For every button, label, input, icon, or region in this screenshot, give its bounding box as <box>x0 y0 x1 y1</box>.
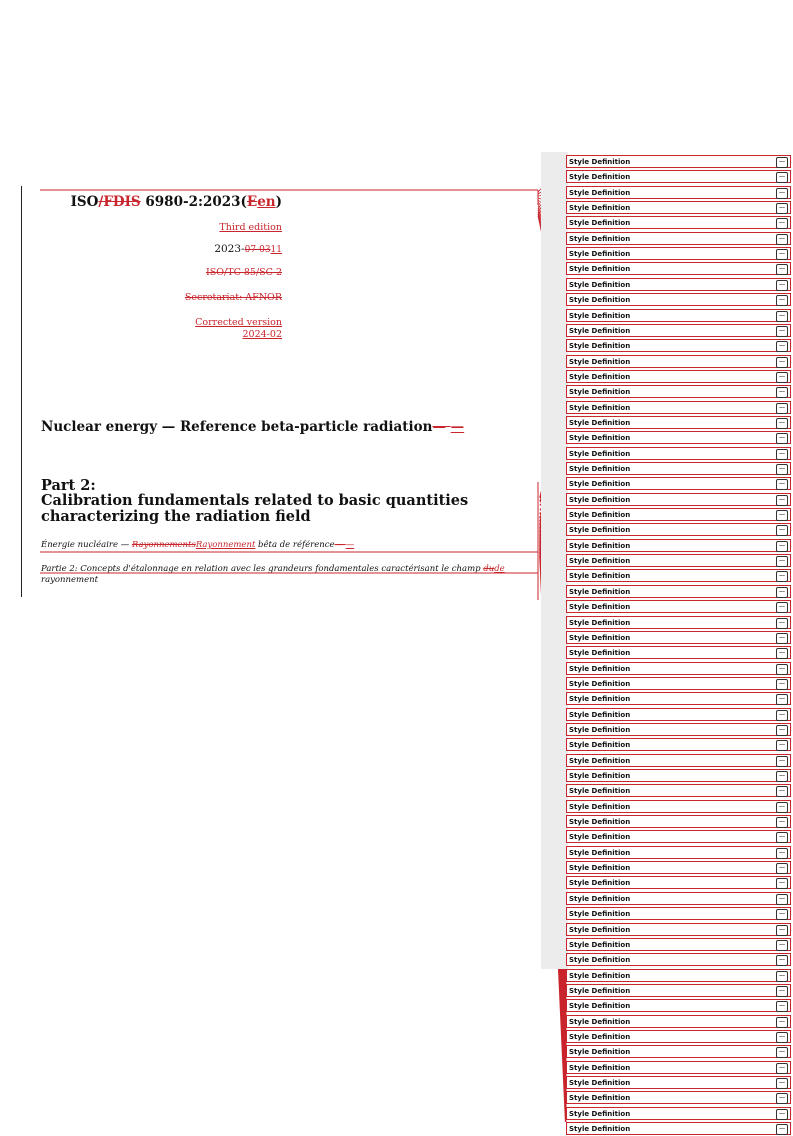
balloon-label: Style Definition <box>569 618 631 627</box>
style-definition-balloon[interactable] <box>566 262 791 275</box>
balloon-label: Style Definition <box>569 480 631 489</box>
markup-pane <box>541 152 793 1134</box>
balloon-expand-button[interactable]: ... <box>776 295 788 306</box>
balloon-label: Style Definition <box>569 833 631 842</box>
style-definition-balloon[interactable] <box>566 569 791 582</box>
balloon-expand-button[interactable]: ... <box>776 1078 788 1089</box>
balloon-expand-button[interactable]: ... <box>776 618 788 629</box>
style-definition-balloon[interactable] <box>566 815 791 828</box>
balloon-label: Style Definition <box>569 679 631 688</box>
balloon-expand-button[interactable]: ... <box>776 832 788 843</box>
part-fr-deleted: du <box>483 564 495 574</box>
balloon-expand-button[interactable]: ... <box>776 971 788 982</box>
balloon-expand-button[interactable]: ... <box>776 556 788 567</box>
style-definition-balloon[interactable] <box>566 431 791 444</box>
balloon-expand-button[interactable]: ... <box>776 571 788 582</box>
balloon-expand-button[interactable]: ... <box>776 1017 788 1028</box>
title-en-inserted-dash: — <box>450 419 465 435</box>
balloon-label: Style Definition <box>569 787 631 796</box>
balloon-label: Style Definition <box>569 342 631 351</box>
balloon-expand-button[interactable]: ... <box>776 372 788 383</box>
balloon-label: Style Definition <box>569 802 631 811</box>
style-definition-balloon[interactable] <box>566 493 791 506</box>
inserted-lang: en <box>257 194 276 210</box>
balloon-expand-button[interactable]: ... <box>776 648 788 659</box>
balloon-expand-button[interactable]: ... <box>776 1093 788 1104</box>
style-definition-balloon[interactable] <box>566 631 791 644</box>
balloon-expand-button[interactable]: ... <box>776 1063 788 1074</box>
balloon-expand-button[interactable]: ... <box>776 172 788 183</box>
balloon-label: Style Definition <box>569 848 631 857</box>
style-definition-balloon[interactable] <box>566 339 791 352</box>
balloon-expand-button[interactable]: ... <box>776 1001 788 1012</box>
balloon-expand-button[interactable]: ... <box>776 387 788 398</box>
balloon-expand-button[interactable]: ... <box>776 909 788 920</box>
markup-pane-background <box>541 152 568 969</box>
title-en-deleted-dash: — <box>432 419 451 435</box>
date-year: 2023- <box>214 243 245 255</box>
style-definition-balloon[interactable] <box>566 370 791 383</box>
balloon-expand-button[interactable]: ... <box>776 710 788 721</box>
balloon-label: Style Definition <box>569 1094 631 1103</box>
balloon-expand-button[interactable]: ... <box>776 725 788 736</box>
style-definition-balloon[interactable] <box>566 1091 791 1104</box>
style-definition-balloon[interactable] <box>566 1015 791 1028</box>
balloon-expand-button[interactable]: ... <box>776 234 788 245</box>
balloon-expand-button[interactable]: ... <box>776 188 788 199</box>
balloon-label: Style Definition <box>569 326 631 335</box>
corrected-version-line: Corrected version <box>195 317 282 328</box>
balloon-label: Style Definition <box>569 372 631 381</box>
balloon-expand-button[interactable]: ... <box>776 341 788 352</box>
balloon-label: Style Definition <box>569 971 631 980</box>
style-definition-balloon[interactable] <box>566 1122 791 1135</box>
style-definition-balloon[interactable] <box>566 462 791 475</box>
style-definition-balloon[interactable] <box>566 984 791 997</box>
balloon-label: Style Definition <box>569 910 631 919</box>
style-definition-balloon[interactable] <box>566 907 791 920</box>
style-definition-balloon[interactable] <box>566 1076 791 1089</box>
balloon-expand-button[interactable]: ... <box>776 740 788 751</box>
balloon-expand-button[interactable]: ... <box>776 203 788 214</box>
balloon-label: Style Definition <box>569 1079 631 1087</box>
style-definition-balloon[interactable] <box>566 539 791 552</box>
balloon-expand-button[interactable]: ... <box>776 679 788 690</box>
balloon-expand-button[interactable]: ... <box>776 863 788 874</box>
style-definition-balloon[interactable] <box>566 170 791 183</box>
part-fr-text: Partie 2: Concepts d'étalonnage en relation avec les grandeurs fondamentales caractérisant le champ <box>41 564 484 574</box>
date-inserted: 11 <box>270 245 282 255</box>
style-definition-balloon[interactable] <box>566 554 791 567</box>
style-definition-balloon[interactable] <box>566 846 791 859</box>
balloon-label: Style Definition <box>569 956 631 965</box>
balloon-label: Style Definition <box>569 418 631 427</box>
style-definition-balloon[interactable] <box>566 646 791 659</box>
balloon-label: Style Definition <box>569 465 631 473</box>
style-definition-balloon[interactable] <box>566 585 791 598</box>
deleted-fdis: /FDIS <box>98 194 141 210</box>
balloon-label: Style Definition <box>569 725 631 734</box>
balloon-expand-button[interactable]: ... <box>776 1109 788 1120</box>
balloon-expand-button[interactable]: ... <box>776 940 788 951</box>
style-definition-balloon[interactable] <box>566 784 791 797</box>
balloon-label: Style Definition <box>569 388 631 397</box>
balloon-label: Style Definition <box>569 1048 631 1057</box>
part-title: Calibration fundamentals related to basic quantities characterizing the radiation field <box>41 492 469 525</box>
style-definition-balloon[interactable] <box>566 401 791 414</box>
balloon-label: Style Definition <box>569 572 631 581</box>
style-definition-balloon[interactable] <box>566 155 791 168</box>
balloon-label: Style Definition <box>569 449 631 458</box>
std-iso: ISO <box>70 194 99 210</box>
style-definition-balloon[interactable] <box>566 216 791 229</box>
balloon-expand-button[interactable]: ... <box>776 264 788 275</box>
balloon-label: Style Definition <box>569 188 631 197</box>
balloon-label: Style Definition <box>569 234 631 243</box>
style-definition-balloon[interactable] <box>566 523 791 536</box>
style-definition-balloon[interactable] <box>566 600 791 613</box>
style-definition-balloon[interactable] <box>566 723 791 736</box>
balloon-expand-button[interactable]: ... <box>776 403 788 414</box>
balloon-expand-button[interactable]: ... <box>776 771 788 782</box>
balloon-label: Style Definition <box>569 756 631 765</box>
balloon-expand-button[interactable]: ... <box>776 311 788 322</box>
style-definition-balloon[interactable] <box>566 385 791 398</box>
balloon-expand-button[interactable]: ... <box>776 495 788 506</box>
style-definition-balloon[interactable] <box>566 508 791 521</box>
balloon-expand-button[interactable]: ... <box>776 218 788 229</box>
style-definition-balloon[interactable] <box>566 938 791 951</box>
style-definition-balloon[interactable] <box>566 324 791 337</box>
balloon-label: Style Definition <box>569 311 631 320</box>
balloon-expand-button[interactable]: ... <box>776 280 788 291</box>
title-fr-inserted-dash: — <box>345 540 355 550</box>
style-definition-balloon[interactable] <box>566 201 791 214</box>
title-en-text: Nuclear energy — Reference beta-particle radiation <box>41 419 433 435</box>
balloon-label: Style Definition <box>569 741 631 750</box>
balloon-label: Style Definition <box>569 204 631 213</box>
balloon-expand-button[interactable]: ... <box>776 786 788 797</box>
balloon-label: Style Definition <box>569 1017 631 1026</box>
balloon-label: Style Definition <box>569 557 631 566</box>
balloon-expand-button[interactable]: ... <box>776 433 788 444</box>
balloon-expand-button[interactable]: ... <box>776 802 788 813</box>
balloon-label: Style Definition <box>569 879 631 888</box>
balloon-label: Style Definition <box>569 296 631 305</box>
style-definition-balloon[interactable] <box>566 232 791 245</box>
standard-number <box>71 194 282 210</box>
balloon-label: Style Definition <box>569 940 631 949</box>
style-definition-balloon[interactable] <box>566 692 791 705</box>
style-definition-balloon[interactable] <box>566 830 791 843</box>
style-definition-balloon[interactable] <box>566 1107 791 1120</box>
part-title-french <box>41 564 541 586</box>
style-definition-balloon[interactable] <box>566 477 791 490</box>
balloon-label: Style Definition <box>569 772 631 780</box>
balloon-expand-button[interactable]: ... <box>776 464 788 475</box>
balloon-label: Style Definition <box>569 649 631 658</box>
balloon-label: Style Definition <box>569 511 631 520</box>
balloon-label: Style Definition <box>569 1109 631 1118</box>
balloon-label: Style Definition <box>569 526 631 535</box>
balloon-label: Style Definition <box>569 495 631 504</box>
balloon-label: Style Definition <box>569 633 631 642</box>
style-definition-balloon[interactable] <box>566 616 791 629</box>
balloon-expand-button[interactable]: ... <box>776 1124 788 1135</box>
balloon-label: Style Definition <box>569 280 631 289</box>
style-definition-balloon[interactable] <box>566 953 791 966</box>
balloon-expand-button[interactable]: ... <box>776 157 788 168</box>
balloon-expand-button[interactable]: ... <box>776 894 788 905</box>
balloon-label: Style Definition <box>569 818 631 827</box>
title-english <box>41 419 464 435</box>
balloon-label: Style Definition <box>569 541 631 550</box>
balloon-expand-button[interactable]: ... <box>776 664 788 675</box>
balloon-label: Style Definition <box>569 158 631 166</box>
title-french <box>41 540 354 550</box>
balloon-expand-button[interactable]: ... <box>776 510 788 521</box>
balloon-label: Style Definition <box>569 357 631 366</box>
balloon-expand-button[interactable]: ... <box>776 587 788 598</box>
title-fr-prefix: Énergie nucléaire — <box>41 540 132 550</box>
style-definition-balloon[interactable] <box>566 861 791 874</box>
style-definition-balloon[interactable] <box>566 892 791 905</box>
edition-line: Third edition <box>219 222 282 233</box>
style-definition-balloon[interactable] <box>566 677 791 690</box>
balloon-expand-button[interactable]: ... <box>776 1032 788 1043</box>
balloon-expand-button[interactable]: ... <box>776 541 788 552</box>
balloon-expand-button[interactable]: ... <box>776 925 788 936</box>
std-number-text: 6980-2:2023( <box>140 194 247 210</box>
style-definition-balloon[interactable] <box>566 754 791 767</box>
balloon-expand-button[interactable]: ... <box>776 878 788 889</box>
change-bar <box>21 186 22 597</box>
date-line <box>214 243 282 255</box>
balloon-label: Style Definition <box>569 1032 631 1041</box>
deleted-lang: E <box>246 194 258 210</box>
style-definition-balloon[interactable] <box>566 416 791 429</box>
title-fr-inserted: Rayonnement <box>195 540 256 550</box>
balloon-label: Style Definition <box>569 864 631 873</box>
balloon-label: Style Definition <box>569 219 631 228</box>
style-definition-balloon[interactable] <box>566 999 791 1012</box>
balloon-expand-button[interactable]: ... <box>776 848 788 859</box>
balloon-label: Style Definition <box>569 695 631 704</box>
style-definition-balloon[interactable] <box>566 923 791 936</box>
balloon-expand-button[interactable]: ... <box>776 479 788 490</box>
balloon-expand-button[interactable]: ... <box>776 418 788 429</box>
part-fr-line2: rayonnement <box>41 575 99 585</box>
balloon-expand-button[interactable]: ... <box>776 694 788 705</box>
style-definition-balloon[interactable] <box>566 278 791 291</box>
balloon-expand-button[interactable]: ... <box>776 955 788 966</box>
style-definition-balloon[interactable] <box>566 447 791 460</box>
balloon-label: Style Definition <box>569 1125 631 1134</box>
balloon-label: Style Definition <box>569 173 631 182</box>
balloon-expand-button[interactable]: ... <box>776 525 788 536</box>
balloon-expand-button[interactable]: ... <box>776 326 788 337</box>
balloon-expand-button[interactable]: ... <box>776 756 788 767</box>
balloon-label: Style Definition <box>569 587 631 596</box>
style-definition-balloon[interactable] <box>566 309 791 322</box>
committee-line: ISO/TC 85/SC 2 <box>205 267 282 278</box>
part-label-text: Part 2: <box>41 477 96 494</box>
style-definition-balloon[interactable] <box>566 662 791 675</box>
style-definition-balloon[interactable] <box>566 1030 791 1043</box>
title-fr-suffix: bêta de référence <box>255 540 335 550</box>
date-deleted: 07-03 <box>244 245 271 255</box>
style-definition-balloon[interactable] <box>566 247 791 260</box>
style-definition-balloon[interactable] <box>566 186 791 199</box>
balloon-label: Style Definition <box>569 664 631 673</box>
part-fr-inserted: de <box>494 564 505 574</box>
balloon-label: Style Definition <box>569 434 631 443</box>
secretariat-line: Secretariat: AFNOR <box>184 292 282 303</box>
style-definition-balloon[interactable] <box>566 1045 791 1058</box>
balloon-label: Style Definition <box>569 250 631 259</box>
style-definition-balloon[interactable] <box>566 769 791 782</box>
balloon-expand-button[interactable]: ... <box>776 602 788 613</box>
style-definition-balloon[interactable] <box>566 800 791 813</box>
std-close: ) <box>275 194 282 210</box>
balloon-expand-button[interactable]: ... <box>776 249 788 260</box>
balloon-label: Style Definition <box>569 925 631 934</box>
style-definition-balloon[interactable] <box>566 876 791 889</box>
style-definition-balloon[interactable] <box>566 293 791 306</box>
balloon-expand-button[interactable]: ... <box>776 633 788 644</box>
balloon-label: Style Definition <box>569 710 631 719</box>
title-fr-deleted: Rayonnements <box>131 540 196 550</box>
style-definition-balloon[interactable] <box>566 969 791 982</box>
style-definition-balloon[interactable] <box>566 355 791 368</box>
balloon-expand-button[interactable]: ... <box>776 449 788 460</box>
balloon-label: Style Definition <box>569 403 631 412</box>
balloon-expand-button[interactable]: ... <box>776 1047 788 1058</box>
corrected-date-line: 2024-02 <box>242 329 282 340</box>
style-definition-balloon[interactable] <box>566 738 791 751</box>
style-definition-balloon[interactable] <box>566 708 791 721</box>
balloon-label: Style Definition <box>569 894 631 903</box>
balloon-expand-button[interactable]: ... <box>776 357 788 368</box>
balloon-label: Style Definition <box>569 986 631 995</box>
balloon-expand-button[interactable]: ... <box>776 986 788 997</box>
balloon-label: Style Definition <box>569 1002 631 1011</box>
style-definition-balloon[interactable] <box>566 1061 791 1074</box>
title-fr-deleted-dash: — <box>334 540 346 550</box>
balloon-label: Style Definition <box>569 265 631 274</box>
balloon-label: Style Definition <box>569 603 631 612</box>
balloon-label: Style Definition <box>569 1063 631 1072</box>
balloon-expand-button[interactable]: ... <box>776 817 788 828</box>
